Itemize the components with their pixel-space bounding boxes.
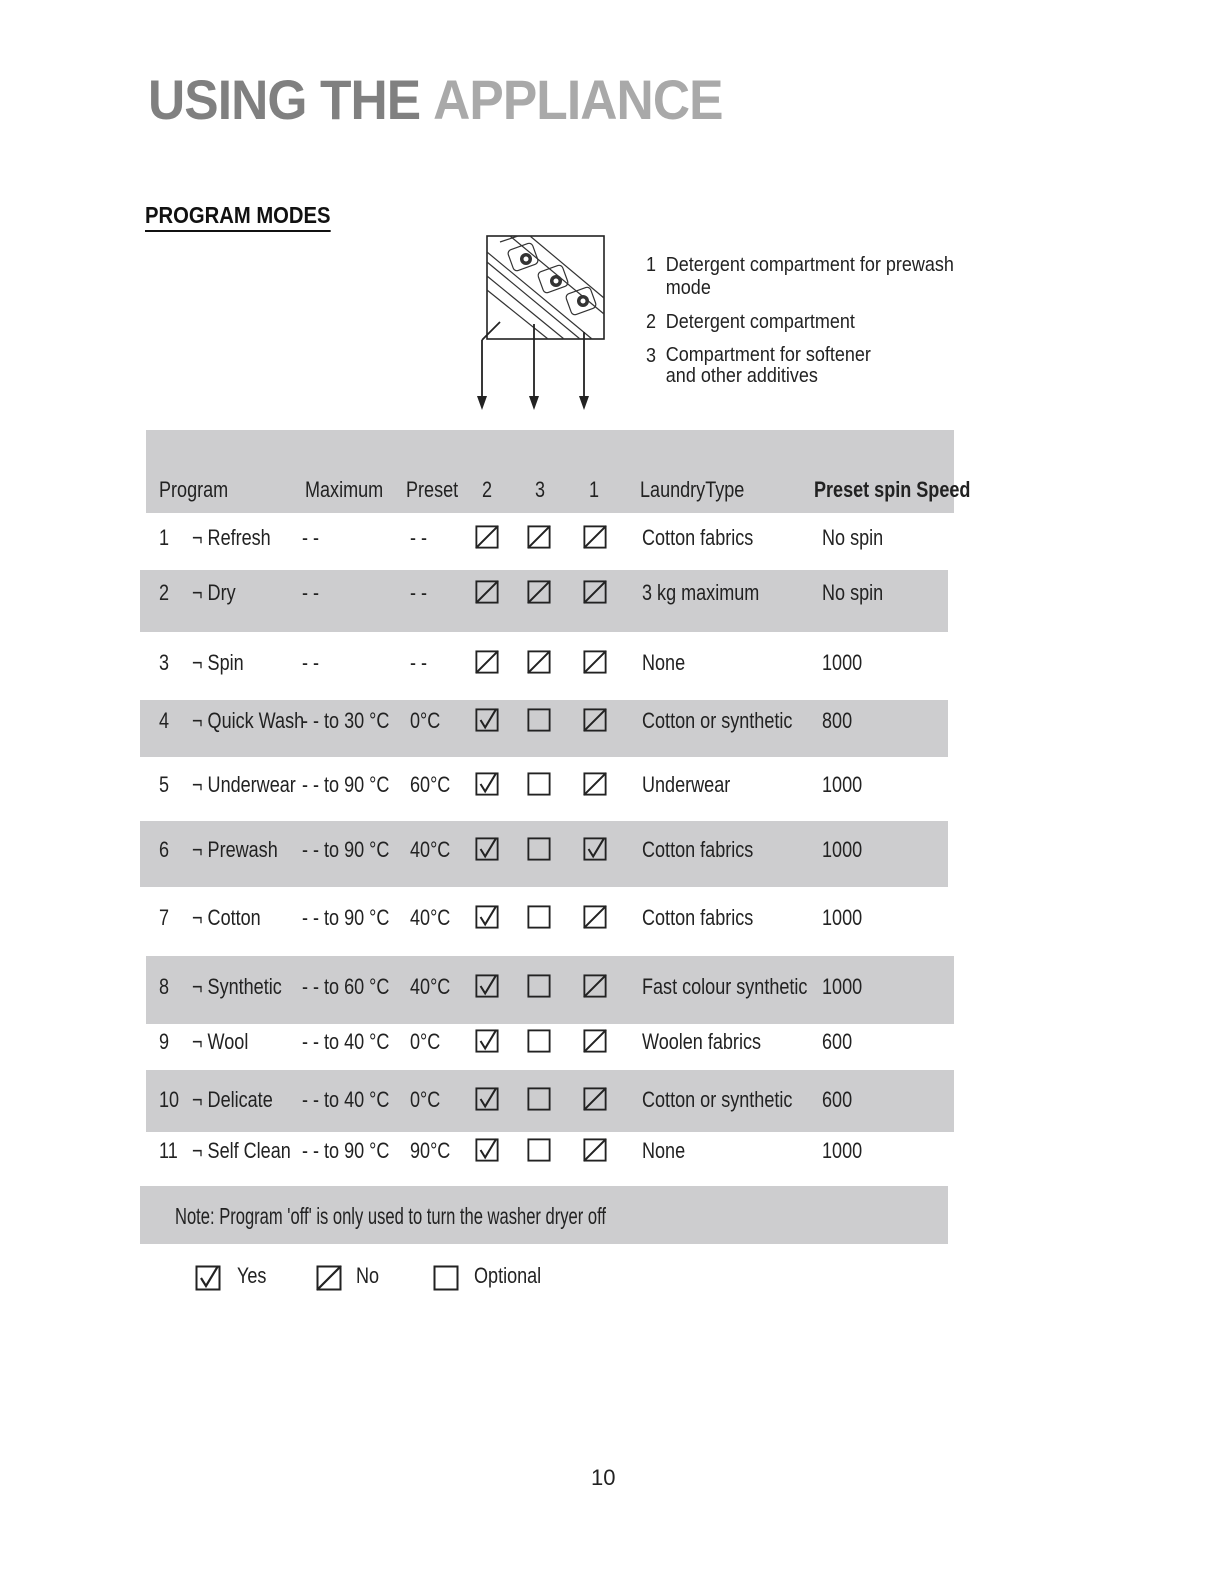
laundry-type: None bbox=[642, 1138, 686, 1163]
compartment-1-no-checkbox-icon bbox=[583, 974, 607, 998]
page-title-part2: APPLIANCE bbox=[433, 68, 723, 131]
preset-temperature: 40°C bbox=[410, 837, 451, 862]
compartment-1-no-checkbox-icon bbox=[583, 708, 607, 732]
legend-item bbox=[646, 311, 963, 334]
spin-speed: 800 bbox=[822, 708, 853, 733]
key-yes-label: Yes bbox=[237, 1263, 267, 1288]
spin-speed: 1000 bbox=[822, 650, 863, 675]
compartment-2-yes-checkbox-icon bbox=[475, 772, 499, 796]
page-number: 10 bbox=[591, 1465, 616, 1490]
preset-temperature: - - bbox=[410, 650, 428, 675]
legend-num: 2 bbox=[646, 311, 657, 333]
header-spin-speed: Preset spin Speed bbox=[814, 477, 971, 502]
compartment-3-optional-checkbox-icon bbox=[527, 1087, 551, 1111]
compartment-1-no-checkbox-icon bbox=[583, 580, 607, 604]
program-number: 2 bbox=[159, 580, 170, 605]
program-name: ¬ Synthetic bbox=[192, 974, 282, 999]
compartment-3-optional-checkbox-icon bbox=[527, 1138, 551, 1162]
max-temperature: - - to 90 °C bbox=[302, 772, 390, 797]
program-name: ¬ Refresh bbox=[192, 525, 271, 550]
program-number: 11 bbox=[159, 1138, 178, 1163]
laundry-type: Underwear bbox=[642, 772, 731, 797]
program-name: ¬ Spin bbox=[192, 650, 244, 675]
laundry-type: Cotton fabrics bbox=[642, 905, 754, 930]
compartment-2-no-checkbox-icon bbox=[475, 650, 499, 674]
compartment-1-no-checkbox-icon bbox=[583, 525, 607, 549]
preset-temperature: 0°C bbox=[410, 1029, 441, 1054]
spin-speed: 1000 bbox=[822, 837, 863, 862]
compartment-1-no-checkbox-icon bbox=[583, 905, 607, 929]
key-optional-label: Optional bbox=[474, 1263, 542, 1288]
laundry-type: Fast colour synthetic bbox=[642, 974, 808, 999]
laundry-type: 3 kg maximum bbox=[642, 580, 760, 605]
preset-temperature: 60°C bbox=[410, 772, 451, 797]
compartment-3-optional-checkbox-icon bbox=[527, 708, 551, 732]
page-title bbox=[148, 68, 723, 131]
program-number: 10 bbox=[159, 1087, 180, 1112]
preset-temperature: 0°C bbox=[410, 1087, 441, 1112]
compartment-2-yes-checkbox-icon bbox=[475, 1029, 499, 1053]
legend-num: 3 bbox=[646, 345, 657, 367]
max-temperature: - - to 60 °C bbox=[302, 974, 390, 999]
preset-temperature: 40°C bbox=[410, 974, 451, 999]
header-preset: Preset bbox=[406, 477, 459, 502]
max-temperature: - - to 90 °C bbox=[302, 905, 390, 930]
max-temperature: - - bbox=[302, 525, 320, 550]
note-label: Note: bbox=[175, 1203, 215, 1229]
program-name: ¬ Prewash bbox=[192, 837, 278, 862]
program-name: ¬ Wool bbox=[192, 1029, 249, 1054]
table-note bbox=[175, 1202, 606, 1230]
program-number: 1 bbox=[159, 525, 170, 550]
max-temperature: - - to 40 °C bbox=[302, 1029, 390, 1054]
program-name: ¬ Quick Wash bbox=[192, 708, 305, 733]
header-program: Program bbox=[159, 477, 229, 502]
compartment-3-no-checkbox-icon bbox=[527, 580, 551, 604]
compartment-3-optional-checkbox-icon bbox=[527, 772, 551, 796]
program-name: ¬ Dry bbox=[192, 580, 236, 605]
max-temperature: - - bbox=[302, 580, 320, 605]
page-title-part1: USING THE bbox=[148, 68, 421, 131]
laundry-type: Woolen fabrics bbox=[642, 1029, 761, 1054]
compartment-legend bbox=[646, 254, 998, 398]
compartment-1-no-checkbox-icon bbox=[583, 1087, 607, 1111]
legend-item bbox=[646, 254, 963, 300]
program-number: 8 bbox=[159, 974, 170, 999]
compartment-1-no-checkbox-icon bbox=[583, 650, 607, 674]
compartment-2-yes-checkbox-icon bbox=[475, 708, 499, 732]
legend-text: Detergent compartment bbox=[665, 311, 855, 333]
yes-checkbox-icon bbox=[195, 1264, 221, 1292]
spin-speed: 1000 bbox=[822, 974, 863, 999]
compartment-2-yes-checkbox-icon bbox=[475, 974, 499, 998]
note-text: Program 'off' is only used to turn the washer dryer off bbox=[219, 1203, 606, 1229]
preset-temperature: 90°C bbox=[410, 1138, 451, 1163]
spin-speed: 1000 bbox=[822, 772, 863, 797]
program-number: 7 bbox=[159, 905, 170, 930]
compartment-3-optional-checkbox-icon bbox=[527, 837, 551, 861]
preset-temperature: - - bbox=[410, 580, 428, 605]
program-number: 4 bbox=[159, 708, 170, 733]
max-temperature: - - to 40 °C bbox=[302, 1087, 390, 1112]
legend-item bbox=[646, 345, 963, 387]
optional-checkbox-icon bbox=[433, 1264, 459, 1292]
spin-speed: No spin bbox=[822, 525, 884, 550]
legend-num: 1 bbox=[646, 254, 657, 276]
program-name: ¬ Cotton bbox=[192, 905, 261, 930]
laundry-type: Cotton fabrics bbox=[642, 525, 754, 550]
preset-temperature: 0°C bbox=[410, 708, 441, 733]
program-name: ¬ Delicate bbox=[192, 1087, 273, 1112]
header-laundry-type: LaundryType bbox=[640, 477, 745, 502]
section-title: PROGRAM MODES bbox=[145, 202, 331, 232]
spin-speed: No spin bbox=[822, 580, 884, 605]
program-number: 6 bbox=[159, 837, 170, 862]
laundry-type: Cotton fabrics bbox=[642, 837, 754, 862]
header-compartment-3: 3 bbox=[535, 477, 546, 502]
spin-speed: 600 bbox=[822, 1029, 853, 1054]
header-compartment-2: 2 bbox=[482, 477, 493, 502]
spin-speed: 1000 bbox=[822, 1138, 863, 1163]
max-temperature: - - to 30 °C bbox=[302, 708, 390, 733]
max-temperature: - - to 90 °C bbox=[302, 837, 390, 862]
compartment-2-no-checkbox-icon bbox=[475, 580, 499, 604]
compartment-1-no-checkbox-icon bbox=[583, 772, 607, 796]
laundry-type: None bbox=[642, 650, 686, 675]
compartment-2-yes-checkbox-icon bbox=[475, 837, 499, 861]
compartment-3-optional-checkbox-icon bbox=[527, 1029, 551, 1053]
program-name: ¬ Underwear bbox=[192, 772, 296, 797]
max-temperature: - - to 90 °C bbox=[302, 1138, 390, 1163]
preset-temperature: - - bbox=[410, 525, 428, 550]
program-name: ¬ Self Clean bbox=[192, 1138, 291, 1163]
compartment-2-yes-checkbox-icon bbox=[475, 905, 499, 929]
program-number: 9 bbox=[159, 1029, 170, 1054]
spin-speed: 600 bbox=[822, 1087, 853, 1112]
program-number: 5 bbox=[159, 772, 170, 797]
compartment-3-no-checkbox-icon bbox=[527, 650, 551, 674]
preset-temperature: 40°C bbox=[410, 905, 451, 930]
key-no-label: No bbox=[356, 1263, 380, 1288]
detergent-drawer-diagram bbox=[470, 232, 620, 417]
no-checkbox-icon bbox=[316, 1264, 342, 1292]
compartment-3-optional-checkbox-icon bbox=[527, 974, 551, 998]
compartment-1-no-checkbox-icon bbox=[583, 1029, 607, 1053]
header-compartment-1: 1 bbox=[589, 477, 600, 502]
program-number: 3 bbox=[159, 650, 170, 675]
compartment-3-optional-checkbox-icon bbox=[527, 905, 551, 929]
legend-text: Detergent compartment for prewash mode bbox=[665, 254, 954, 299]
compartment-3-no-checkbox-icon bbox=[527, 525, 551, 549]
laundry-type: Cotton or synthetic bbox=[642, 708, 793, 733]
legend-text: Compartment for softener and other additives bbox=[665, 344, 871, 387]
spin-speed: 1000 bbox=[822, 905, 863, 930]
compartment-1-no-checkbox-icon bbox=[583, 1138, 607, 1162]
compartment-2-yes-checkbox-icon bbox=[475, 1138, 499, 1162]
compartment-2-no-checkbox-icon bbox=[475, 525, 499, 549]
header-maximum: Maximum bbox=[305, 477, 384, 502]
compartment-1-yes-checkbox-icon bbox=[583, 837, 607, 861]
laundry-type: Cotton or synthetic bbox=[642, 1087, 793, 1112]
max-temperature: - - bbox=[302, 650, 320, 675]
compartment-2-yes-checkbox-icon bbox=[475, 1087, 499, 1111]
